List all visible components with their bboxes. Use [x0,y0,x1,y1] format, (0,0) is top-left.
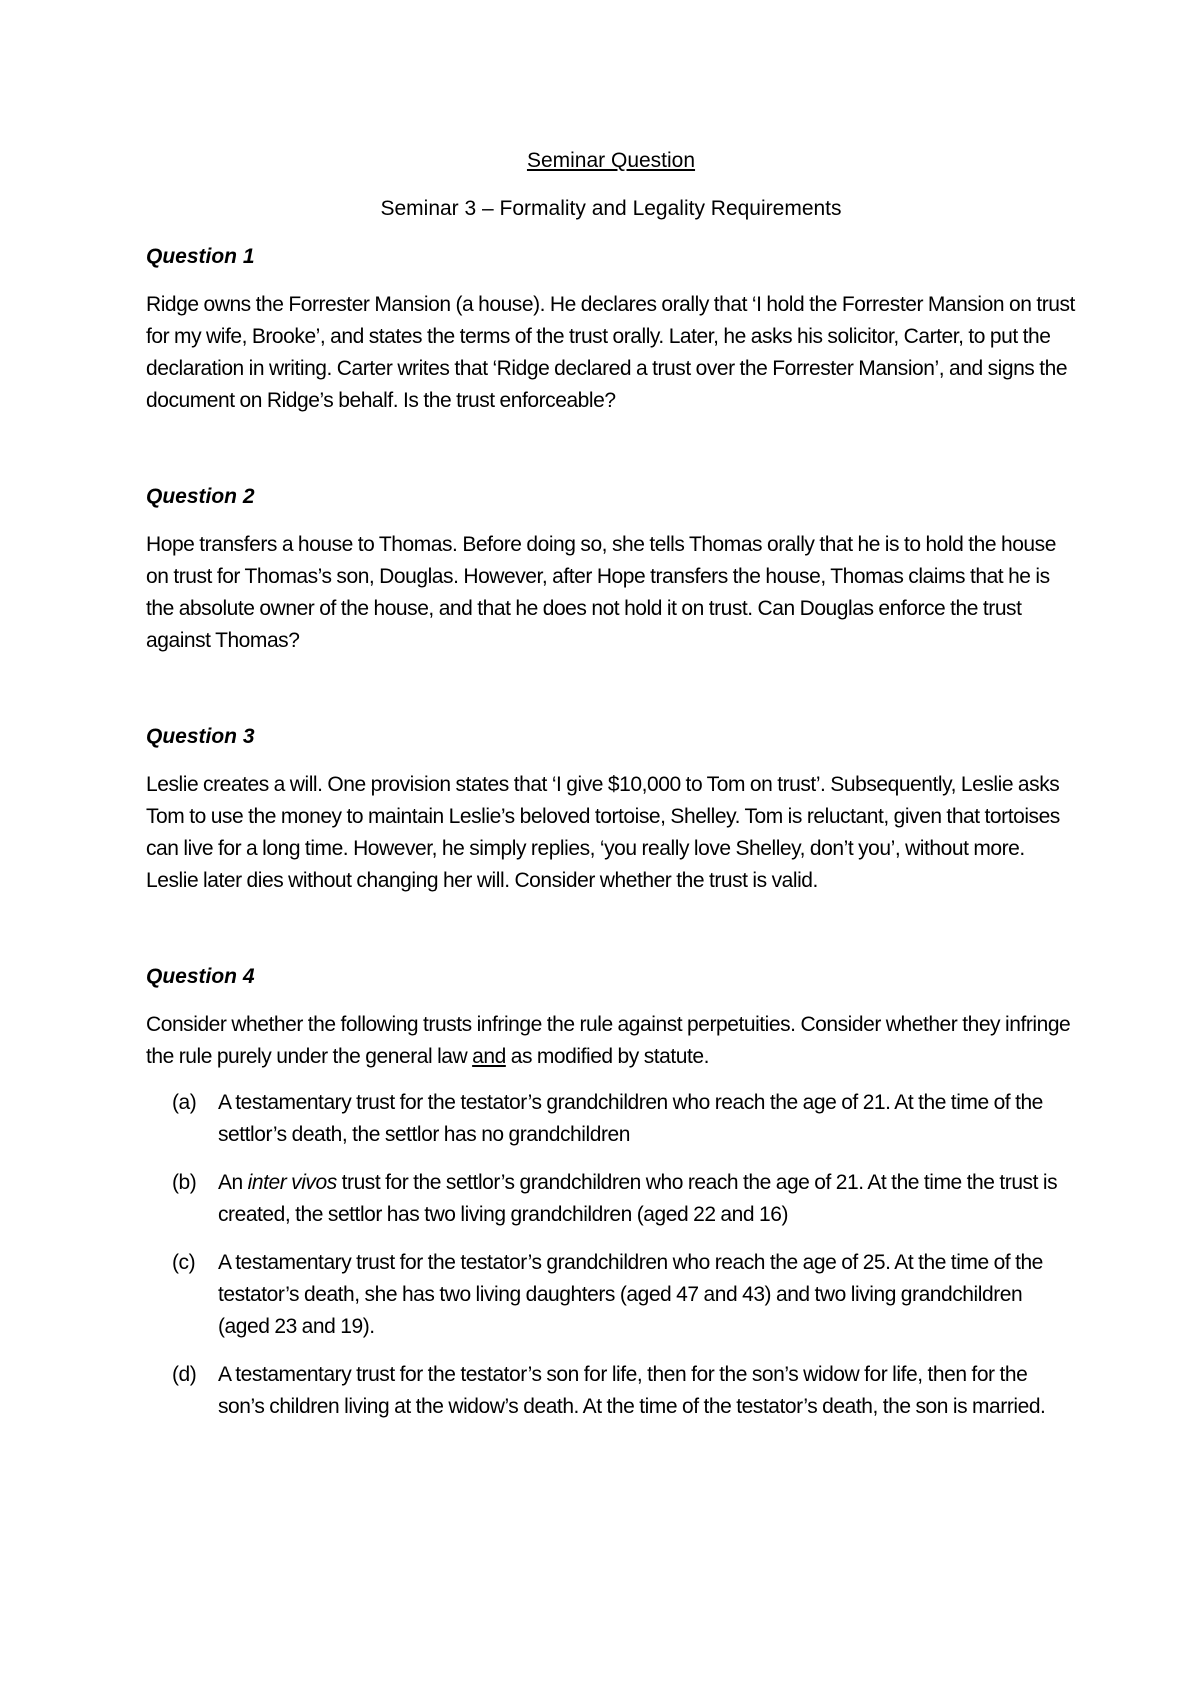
question-1-heading: Question 1 [146,245,255,268]
list-item-label: (c) [172,1251,196,1274]
question-2-body: Hope transfers a house to Thomas. Before doing so, she tells Thomas orally that he is to hold the house on trust for Thomas’s son, Douglas. However, after Hope transfers the house, Thomas claims that he is the absolute owner of the house, and that he does not hold it on trust. Can Douglas enforce the trust against Thomas? [146,533,1056,652]
question-4-list [146,1087,1076,1423]
question-4-intro-text: Consider whether the following trusts infringe the rule against perpetuities. Consider whether they infringe the rule purely under the general law [146,1013,1071,1068]
list-item-a [146,1087,1076,1151]
list-item-text: A testamentary trust for the testator’s son for life, then for the son’s widow for life, then for the son’s children living at the widow’s death. At the time of the testator’s death, the son is married. [218,1363,1046,1418]
list-item-text-italic: inter vivos [247,1171,337,1194]
question-1-body: Ridge owns the Forrester Mansion (a house). He declares orally that ‘I hold the Forrester Mansion on trust for my wife, Brooke’, and states the terms of the trust orally. Later, he asks his solicitor, Carter, to put the declaration in writing. Carter writes that ‘Ridge declared a trust over the Forrester Mansion’, and signs the document on Ridge’s behalf. Is the trust enforceable? [146,293,1075,412]
question-4 [146,961,1076,1423]
question-4-heading: Question 4 [146,965,255,988]
list-item-text [218,1171,1057,1226]
list-item-text-start: An [218,1171,248,1194]
list-item-b [146,1167,1076,1231]
question-3 [146,721,1076,897]
document-content [146,145,1076,1439]
question-1 [146,241,1076,417]
question-3-body: Leslie creates a will. One provision states that ‘I give $10,000 to Tom on trust’. Subsequently, Leslie asks Tom to use the money to maintain Leslie’s beloved tortoise, Shelley. Tom is reluctant, given that tortoises can live for a long time. However, he simply replies, ‘you really love Shelley, don’t you’, without more. Leslie later dies without changing her will. Consider whether the trust is valid. [146,773,1060,892]
question-2 [146,481,1076,657]
question-3-heading: Question 3 [146,725,255,748]
document-title: Seminar Question [526,149,696,172]
question-4-intro-text-end: as modified by statute. [505,1045,709,1068]
list-item-text: A testamentary trust for the testator’s grandchildren who reach the age of 21. At the time of the settlor’s death, the settlor has no grandchildren [218,1091,1043,1146]
document-subtitle: Seminar 3 – Formality and Legality Requirements [380,197,842,220]
list-item-label: (a) [172,1091,197,1114]
list-item-d [146,1359,1076,1423]
list-item-text-end: trust for the settlor’s grandchildren who reach the age of 21. At the time the trust is created, the settlor has two living grandchildren (aged 22 and 16) [218,1171,1058,1226]
list-item-text: A testamentary trust for the testator’s grandchildren who reach the age of 25. At the time of the testator’s death, she has two living daughters (aged 47 and 43) and two living grandchildren (aged 23 and 19). [218,1251,1043,1338]
list-item-label: (b) [172,1171,197,1194]
list-item-c [146,1247,1076,1343]
question-4-intro [146,1009,1076,1073]
question-4-intro-emphasis: and [472,1045,506,1068]
question-2-heading: Question 2 [146,485,255,508]
list-item-label: (d) [172,1363,197,1386]
